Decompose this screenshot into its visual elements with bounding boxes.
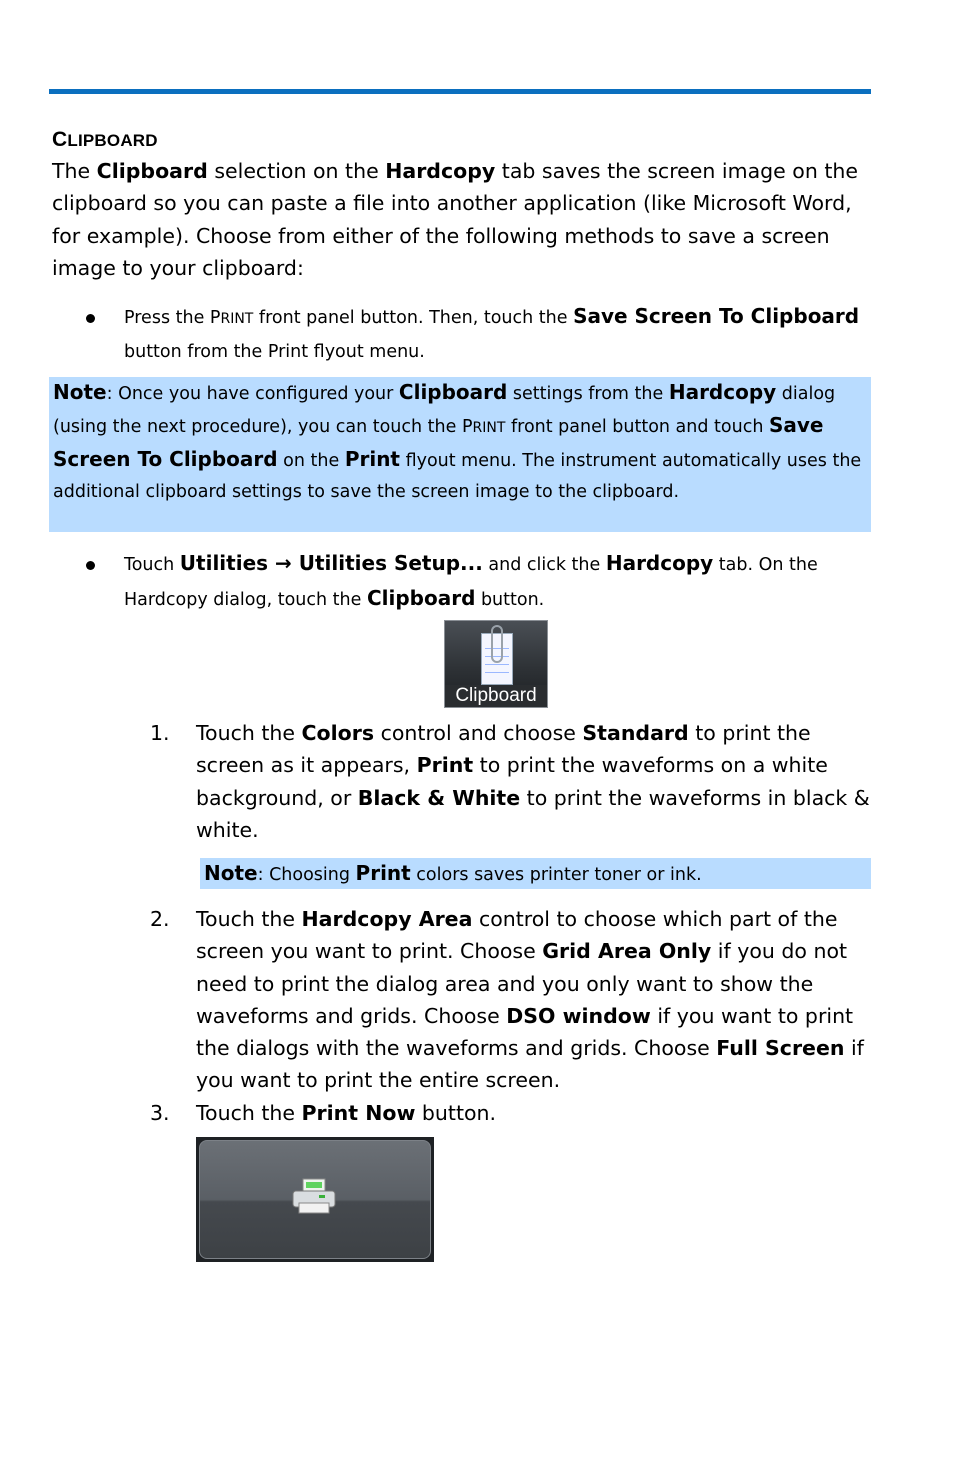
clipboard-button-label: Clipboard <box>445 685 547 707</box>
print-now-button[interactable] <box>196 1137 434 1262</box>
intro-paragraph: The Clipboard selection on the Hardcopy tab saves the screen image on the clipboard so you can paste a file into another application (like Microsoft Word, for example). Choose from either of the following methods to save a screen image to your clipboard: <box>52 159 858 280</box>
note-box-print-colors: Note: Choosing Print colors saves printer toner or ink. <box>200 858 871 889</box>
note-label: Note <box>204 861 258 885</box>
note-box-clipboard: Note: Once you have configured your Clipboard settings from the Hardcopy dialog (using the next procedure), you can touch the PRINT front panel button and touch Save Screen To Clipboard on the Print flyout menu. The instrument automatically uses the additional clipboard settings to save the screen image to the clipboard. <box>49 377 871 532</box>
bullet-dot <box>86 561 95 570</box>
paperclip-icon <box>491 625 503 663</box>
printer-icon <box>289 1177 339 1217</box>
note-label: Note <box>53 380 107 404</box>
section-heading: CLIPBOARD <box>52 128 158 151</box>
top-rule <box>49 89 871 94</box>
bullet-dot <box>86 314 95 323</box>
clipboard-button[interactable] <box>444 620 548 708</box>
